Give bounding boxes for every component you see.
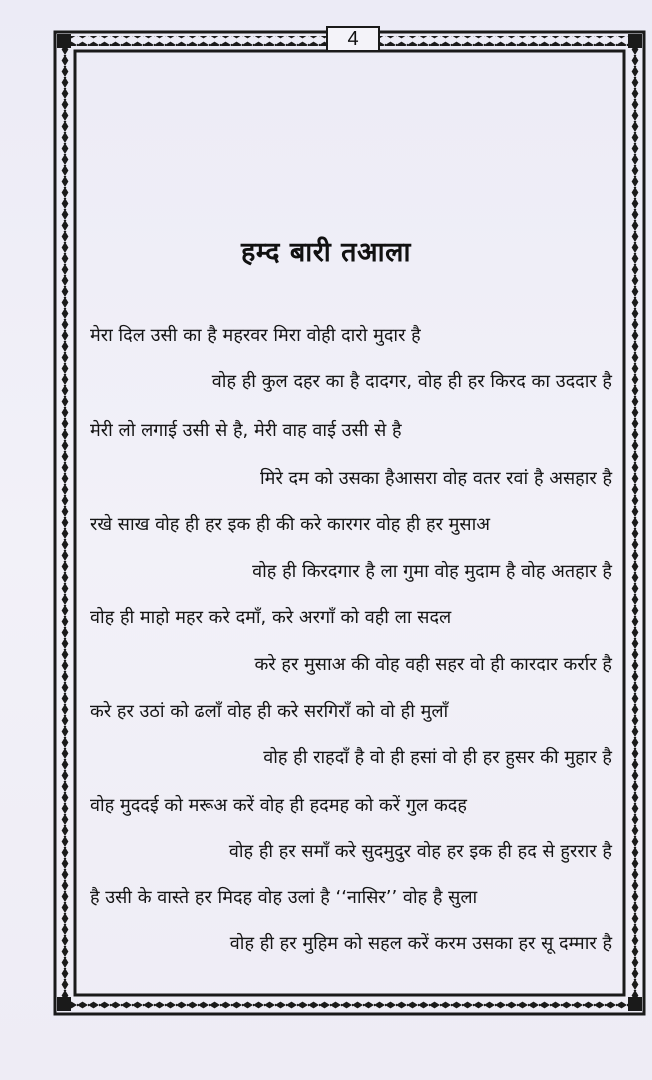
poem-line: वोह ही राहदाँ है वो ही हसां वो ही हर हुसर की मुहार है xyxy=(263,747,612,768)
poem-line: वोह ही किरदगार है ला गुमा वोह मुदाम है वोह अतहार है xyxy=(252,561,612,582)
poem-line: मेरी लो लगाई उसी से है, मेरी वाह वाई उसी से है xyxy=(90,420,402,441)
poem-line: करे हर मुसाअ की वोह वही सहर वो ही कारदार कर्रार है xyxy=(254,654,612,675)
poem-line: मेरा दिल उसी का है महरवर मिरा वोही दारो मुदार है xyxy=(90,325,421,346)
poem-line: रखे साख वोह ही हर इक ही की करे कारगर वोह ही हर मुसाअ xyxy=(90,514,490,535)
poem-line: वोह ही हर मुहिम को सहल करें करम उसका हर सू दम्मार है xyxy=(229,933,612,954)
poem-line: वोह ही माहो महर करे दमाँ, करे अरगाँ को वही ला सदल xyxy=(90,607,452,628)
poem-line: मिरे दम को उसका हैआसरा वोह वतर रवां है असहार है xyxy=(260,468,612,489)
poem-line: वोह मुददई को मरूअ करें वोह ही हदमह को करें गुल कदह xyxy=(90,795,467,816)
poem-line: करे हर उठां को ढलाँ वोह ही करे सरगिराँ को वो ही मुलाँ xyxy=(90,701,449,722)
poem-title: हम्द बारी तआला xyxy=(241,237,411,268)
page-number: 4 xyxy=(326,26,380,52)
poem-line: वोह ही हर समाँ करे सुदमुदुर वोह हर इक ही हद से हुररार है xyxy=(228,841,612,862)
poem-line: वोह ही कुल दहर का है दादगर, वोह ही हर किरद का उददार है xyxy=(211,371,612,392)
poem-line: है उसी के वास्ते हर मिदह वोह उलां है ‘‘नासिर’’ वोह है सुला xyxy=(90,887,478,908)
